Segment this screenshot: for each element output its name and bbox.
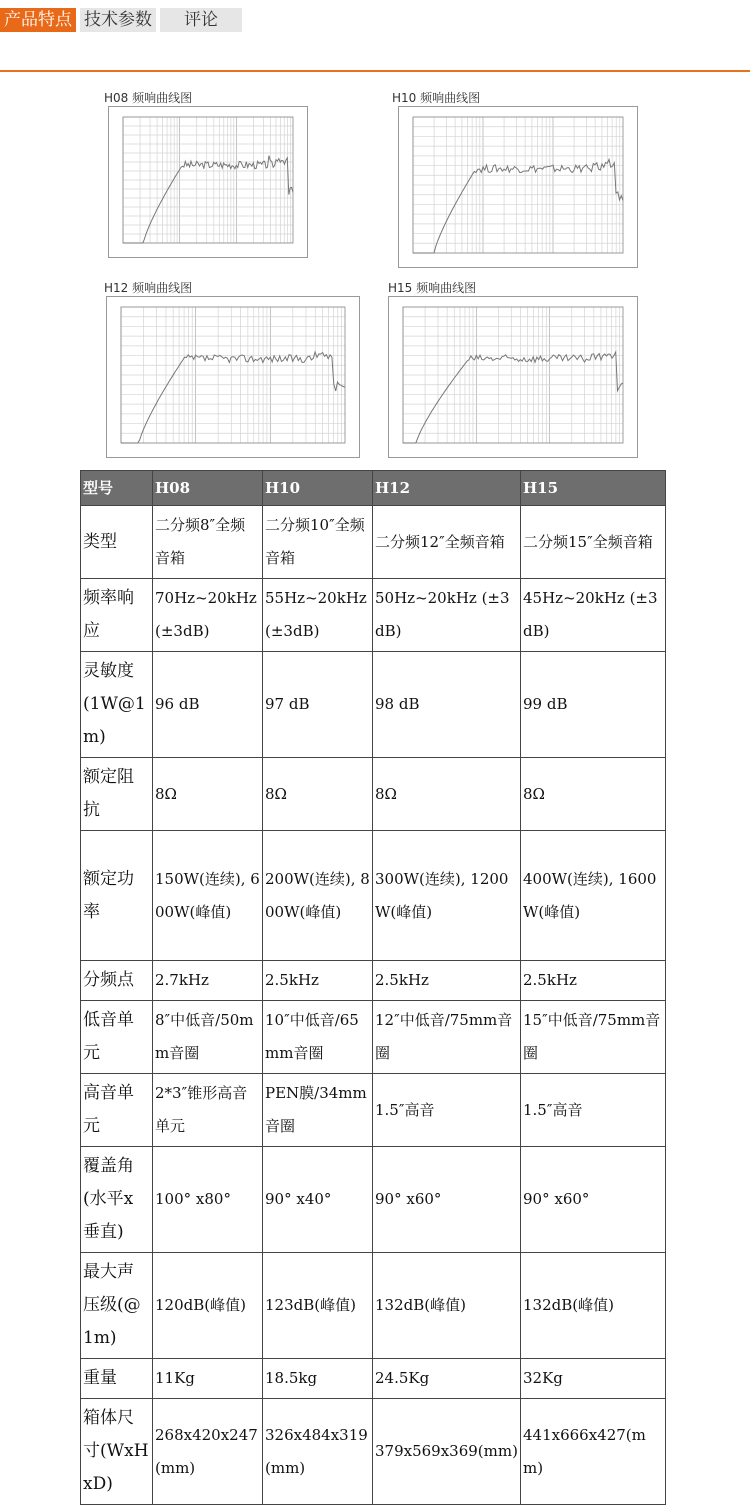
- table-cell: 99 dB: [521, 652, 666, 758]
- plot-grid: [123, 117, 293, 243]
- table-header: H12: [373, 471, 521, 506]
- table-row: [81, 831, 666, 961]
- table-row: [81, 758, 666, 831]
- table-cell: 441x666x427(mm): [521, 1399, 666, 1505]
- table-row: [81, 506, 666, 579]
- table-header: H10: [263, 471, 373, 506]
- table-cell: 98 dB: [373, 652, 521, 758]
- table-cell: 1.5″高音: [373, 1074, 521, 1147]
- spec-table: [80, 470, 666, 1505]
- table-cell: 24.5Kg: [373, 1359, 521, 1399]
- table-cell: 1.5″高音: [521, 1074, 666, 1147]
- row-label: 最大声压级(@1m): [81, 1253, 153, 1359]
- table-cell: 45Hz~20kHz (±3dB): [521, 579, 666, 652]
- chart-title-h15: H15 频响曲线图: [388, 281, 477, 295]
- table-row: [81, 579, 666, 652]
- table-cell: 70Hz~20kHz (±3dB): [153, 579, 263, 652]
- row-label: 低音单元: [81, 1001, 153, 1074]
- table-cell: 8Ω: [521, 758, 666, 831]
- row-label: 灵敏度(1W@1m): [81, 652, 153, 758]
- table-cell: 100° x80°: [153, 1147, 263, 1253]
- table-cell: 132dB(峰值): [373, 1253, 521, 1359]
- table-cell: 132dB(峰值): [521, 1253, 666, 1359]
- table-cell: 300W(连续), 1200W(峰值): [373, 831, 521, 961]
- table-cell: 2.7kHz: [153, 961, 263, 1001]
- response-curve: [123, 156, 293, 243]
- row-label: 额定阻抗: [81, 758, 153, 831]
- table-cell: 379x569x369(mm): [373, 1399, 521, 1505]
- chart-h15: [388, 296, 638, 458]
- table-row: [81, 1147, 666, 1253]
- row-label: 分频点: [81, 961, 153, 1001]
- table-cell: 二分频10″全频音箱: [263, 506, 373, 579]
- row-label: 箱体尺寸(WxHxD): [81, 1399, 153, 1505]
- tab-features[interactable]: 产品特点: [0, 8, 76, 32]
- tab-divider: [0, 70, 750, 72]
- table-cell: 123dB(峰值): [263, 1253, 373, 1359]
- table-cell: 97 dB: [263, 652, 373, 758]
- row-label: 类型: [81, 506, 153, 579]
- tab-specs[interactable]: 技术参数: [80, 8, 156, 32]
- table-cell: 96 dB: [153, 652, 263, 758]
- table-cell: 18.5kg: [263, 1359, 373, 1399]
- table-row: [81, 1359, 666, 1399]
- chart-h12: [106, 296, 360, 458]
- tab-reviews[interactable]: 评论: [160, 8, 242, 32]
- chart-h08: [108, 106, 308, 258]
- response-curve: [413, 159, 623, 253]
- row-label: 高音单元: [81, 1074, 153, 1147]
- table-cell: 90° x60°: [521, 1147, 666, 1253]
- table-cell: 二分频8″全频音箱: [153, 506, 263, 579]
- table-cell: PEN膜/34mm音圈: [263, 1074, 373, 1147]
- table-row: [81, 1253, 666, 1359]
- table-cell: 2.5kHz: [521, 961, 666, 1001]
- table-cell: 8Ω: [373, 758, 521, 831]
- table-cell: 2.5kHz: [263, 961, 373, 1001]
- table-cell: 8Ω: [263, 758, 373, 831]
- table-cell: 二分频15″全频音箱: [521, 506, 666, 579]
- table-cell: 二分频12″全频音箱: [373, 506, 521, 579]
- plot-grid: [121, 307, 345, 443]
- table-cell: 12″中低音/75mm音圈: [373, 1001, 521, 1074]
- table-cell: 8Ω: [153, 758, 263, 831]
- plot-grid: [413, 117, 623, 253]
- chart-title-h10: H10 频响曲线图: [392, 91, 481, 105]
- table-row: [81, 1074, 666, 1147]
- table-header-row: [81, 471, 666, 506]
- chart-title-h08: H08 频响曲线图: [104, 91, 193, 105]
- table-row: [81, 652, 666, 758]
- table-header: H08: [153, 471, 263, 506]
- chart-h10: [398, 106, 638, 268]
- table-cell: 2.5kHz: [373, 961, 521, 1001]
- table-cell: 268x420x247(mm): [153, 1399, 263, 1505]
- table-cell: 90° x60°: [373, 1147, 521, 1253]
- plot-grid: [403, 307, 623, 443]
- table-cell: 2*3″锥形高音单元: [153, 1074, 263, 1147]
- row-label: 频率响应: [81, 579, 153, 652]
- table-cell: 32Kg: [521, 1359, 666, 1399]
- table-row: [81, 1001, 666, 1074]
- table-cell: 326x484x319(mm): [263, 1399, 373, 1505]
- table-cell: 15″中低音/75mm音圈: [521, 1001, 666, 1074]
- row-label: 重量: [81, 1359, 153, 1399]
- table-cell: 400W(连续), 1600W(峰值): [521, 831, 666, 961]
- table-row: [81, 961, 666, 1001]
- chart-title-h12: H12 频响曲线图: [104, 281, 193, 295]
- table-cell: 8″中低音/50mm音圈: [153, 1001, 263, 1074]
- table-cell: 90° x40°: [263, 1147, 373, 1253]
- table-cell: 50Hz~20kHz (±3dB): [373, 579, 521, 652]
- table-cell: 200W(连续), 800W(峰值): [263, 831, 373, 961]
- table-cell: 120dB(峰值): [153, 1253, 263, 1359]
- row-label: 额定功率: [81, 831, 153, 961]
- table-cell: 11Kg: [153, 1359, 263, 1399]
- table-cell: 150W(连续), 600W(峰值): [153, 831, 263, 961]
- table-cell: 55Hz~20kHz (±3dB): [263, 579, 373, 652]
- table-header: H15: [521, 471, 666, 506]
- table-header: 型号: [81, 471, 153, 506]
- tab-bar: [0, 8, 246, 32]
- table-row: [81, 1399, 666, 1505]
- table-cell: 10″中低音/65mm音圈: [263, 1001, 373, 1074]
- row-label: 覆盖角(水平x垂直): [81, 1147, 153, 1253]
